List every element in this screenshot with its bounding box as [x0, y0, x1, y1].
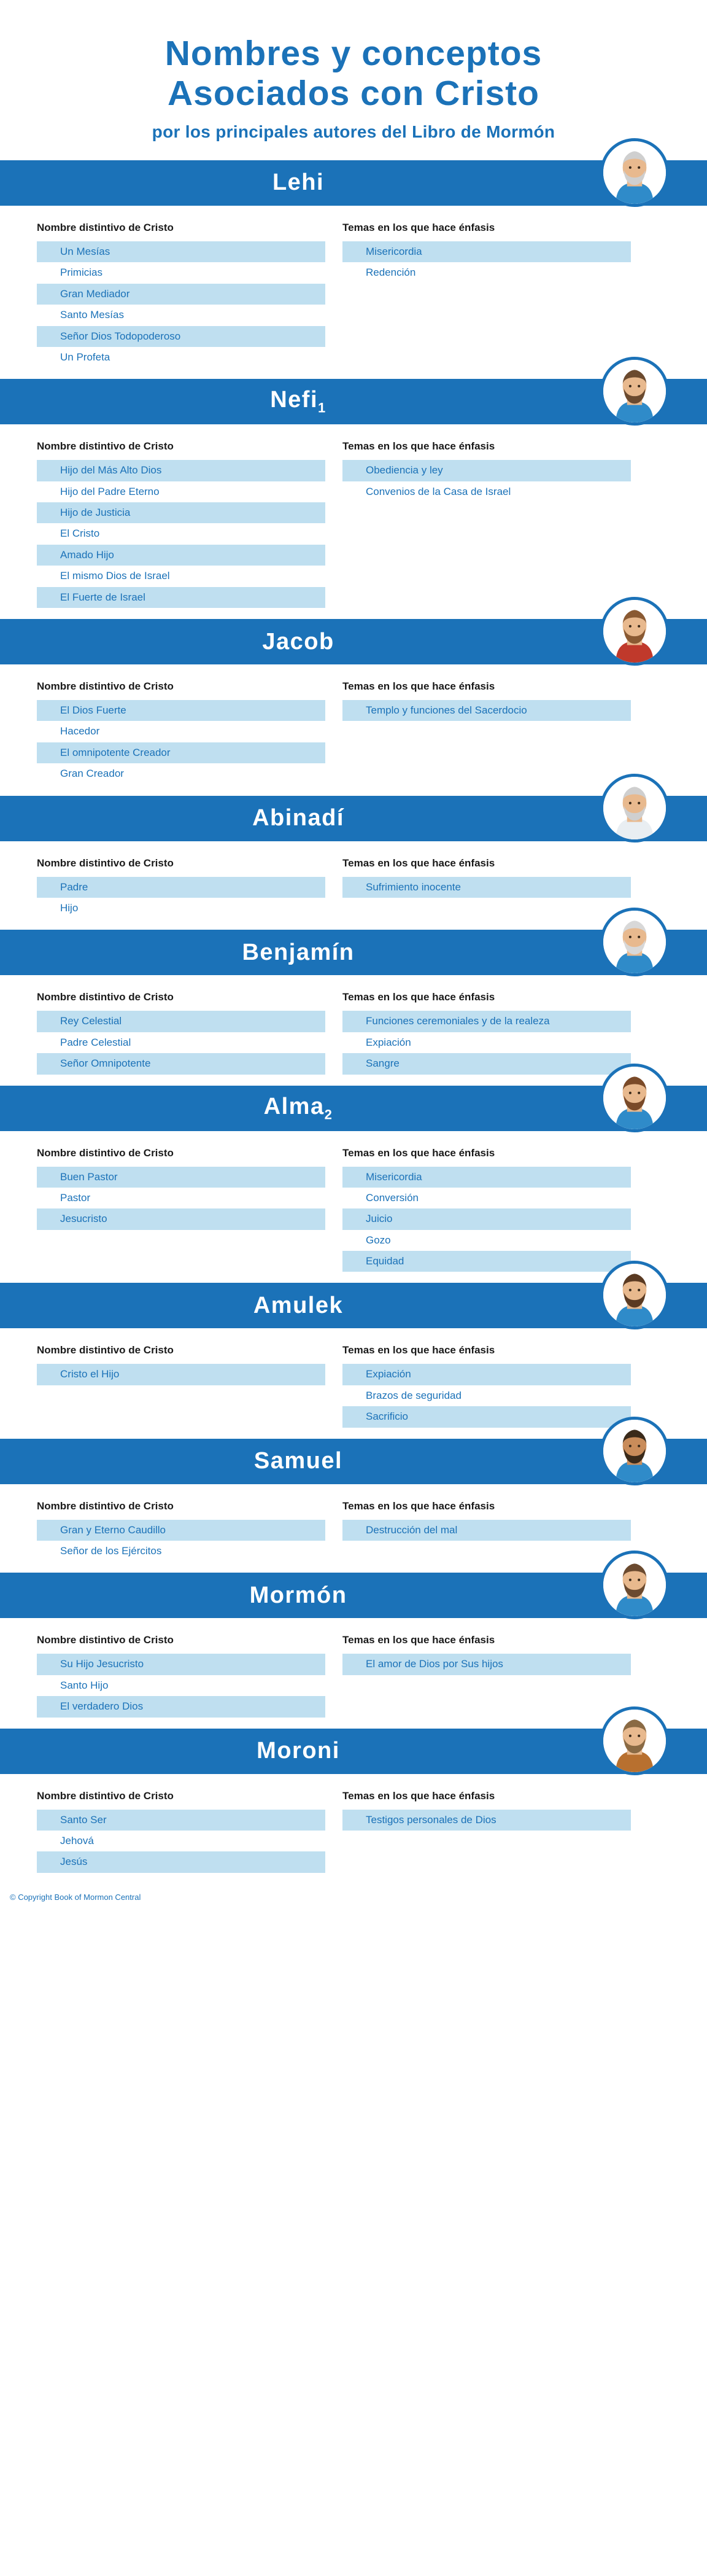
- author-name: Lehi: [272, 169, 325, 196]
- name-item: Jehová: [60, 1835, 94, 1846]
- name-item: El omnipotente Creador: [37, 742, 325, 763]
- name-item: Pastor: [60, 1191, 91, 1204]
- name-item: Hijo del Padre Eterno: [60, 485, 160, 497]
- theme-item: Misericordia: [342, 1167, 631, 1188]
- columns: [0, 1131, 707, 1283]
- author-name-subscript: 2: [324, 1107, 333, 1123]
- themes-column-header: Temas en los que hace énfasis: [342, 1344, 495, 1356]
- themes-column: [342, 1500, 631, 1562]
- theme-item: Gozo: [366, 1234, 391, 1246]
- themes-column: [342, 222, 631, 368]
- themes-column: [342, 991, 631, 1074]
- name-item: Un Profeta: [60, 351, 110, 363]
- author-bar: [0, 1729, 707, 1774]
- names-column-header: Nombre distintivo de Cristo: [37, 857, 174, 869]
- names-column-header: Nombre distintivo de Cristo: [37, 991, 174, 1003]
- name-item: Señor Omnipotente: [37, 1053, 325, 1074]
- name-item: Gran Creador: [60, 768, 124, 780]
- names-column-header: Nombre distintivo de Cristo: [37, 440, 174, 453]
- page-subtitle: por los principales autores del Libro de Mormón: [152, 122, 555, 141]
- columns: [0, 1618, 707, 1728]
- name-item: El Dios Fuerte: [37, 700, 325, 721]
- name-item: Su Hijo Jesucristo: [37, 1654, 325, 1675]
- name-item: Señor Dios Todopoderoso: [37, 326, 325, 347]
- themes-column: [342, 440, 631, 608]
- name-item: Jesucristo: [37, 1208, 325, 1229]
- name-item: Cristo el Hijo: [37, 1364, 325, 1385]
- portrait-lehi: [600, 138, 669, 207]
- columns: [0, 1484, 707, 1573]
- theme-item: Sangre: [342, 1053, 631, 1074]
- theme-item: Expiación: [366, 1036, 411, 1048]
- name-item: Rey Celestial: [37, 1011, 325, 1032]
- name-item: El mismo Dios de Israel: [60, 570, 170, 582]
- themes-column-header: Temas en los que hace énfasis: [342, 1146, 495, 1159]
- author-bar: [0, 1573, 707, 1618]
- themes-column-header: Temas en los que hace énfasis: [342, 857, 495, 869]
- theme-item: Brazos de seguridad: [366, 1389, 462, 1401]
- author-bar: [0, 930, 707, 975]
- columns: [0, 1774, 707, 1884]
- author-section-amulek: [0, 1283, 707, 1438]
- theme-item: Conversión: [366, 1191, 419, 1204]
- author-name: Mormón: [249, 1582, 347, 1608]
- theme-item: Funciones ceremoniales y de la realeza: [342, 1011, 631, 1032]
- name-item: El verdadero Dios: [37, 1696, 325, 1717]
- themes-column: [342, 680, 631, 785]
- themes-column-header: Temas en los que hace énfasis: [342, 680, 495, 693]
- page-header: [0, 0, 707, 160]
- theme-item: Obediencia y ley: [342, 460, 631, 481]
- name-item: Hacedor: [60, 725, 100, 737]
- page-title-line-1: Nombres y conceptos: [164, 34, 543, 73]
- author-bar: [0, 160, 707, 206]
- names-column: [37, 1790, 325, 1873]
- sections-container: [0, 160, 707, 1884]
- author-section-lehi: [0, 160, 707, 379]
- columns: [0, 424, 707, 619]
- author-name: Amulek: [253, 1292, 344, 1318]
- name-item: Amado Hijo: [37, 545, 325, 566]
- author-bar: [0, 619, 707, 664]
- columns: [0, 206, 707, 379]
- name-item: Hijo: [60, 901, 79, 914]
- portrait-moroni: [600, 1706, 669, 1775]
- author-bar: [0, 1283, 707, 1328]
- columns: [0, 975, 707, 1085]
- author-section-mormón: [0, 1573, 707, 1728]
- columns: [0, 664, 707, 796]
- theme-item: Testigos personales de Dios: [342, 1810, 631, 1831]
- themes-column: [342, 1147, 631, 1272]
- author-bar: [0, 1439, 707, 1484]
- columns: [0, 841, 707, 930]
- name-item: Un Mesías: [37, 241, 325, 262]
- portrait-alma: [600, 1064, 669, 1132]
- themes-column: [342, 1344, 631, 1427]
- author-bar: [0, 796, 707, 841]
- portrait-abinadi: [600, 774, 669, 842]
- names-column: [37, 1147, 325, 1272]
- author-name: Samuel: [253, 1448, 343, 1474]
- names-column-header: Nombre distintivo de Cristo: [37, 1344, 174, 1356]
- theme-item: Templo y funciones del Sacerdocio: [342, 700, 631, 721]
- themes-column-header: Temas en los que hace énfasis: [342, 221, 495, 233]
- theme-item: Misericordia: [342, 241, 631, 262]
- author-name: Alma$_2$: [263, 1093, 333, 1123]
- names-column: [37, 857, 325, 919]
- author-section-abinadí: [0, 796, 707, 930]
- name-item: Santo Ser: [37, 1810, 325, 1831]
- copyright-footer: © Copyright Book of Mormon Central: [10, 1892, 141, 1902]
- author-name: Abinadí: [252, 805, 344, 831]
- name-item: El Fuerte de Israel: [37, 587, 325, 608]
- themes-column: [342, 1634, 631, 1717]
- themes-column-header: Temas en los que hace énfasis: [342, 1500, 495, 1512]
- themes-column-header: Temas en los que hace énfasis: [342, 1789, 495, 1802]
- theme-item: El amor de Dios por Sus hijos: [342, 1654, 631, 1675]
- name-item: Gran Mediador: [37, 284, 325, 305]
- portrait-nefi: [600, 357, 669, 426]
- themes-column: [342, 857, 631, 919]
- author-name: Jacob: [262, 628, 334, 655]
- name-item: Padre: [37, 877, 325, 898]
- name-item: Señor de los Ejércitos: [60, 1545, 162, 1557]
- name-item: Hijo de Justicia: [37, 502, 325, 523]
- name-item: Padre Celestial: [60, 1036, 131, 1048]
- names-column: [37, 991, 325, 1074]
- names-column: [37, 1344, 325, 1427]
- portrait-samuel: [600, 1417, 669, 1485]
- name-item: El Cristo: [60, 527, 100, 540]
- names-column-header: Nombre distintivo de Cristo: [37, 1634, 174, 1646]
- portrait-jacob: [600, 597, 669, 666]
- theme-item: Expiación: [342, 1364, 631, 1385]
- author-section-jacob: [0, 619, 707, 796]
- theme-item: Equidad: [342, 1251, 631, 1272]
- theme-item: Destrucción del mal: [342, 1520, 631, 1541]
- names-column-header: Nombre distintivo de Cristo: [37, 221, 174, 233]
- author-name-subscript: 1: [318, 400, 326, 416]
- portrait-benjamin: [600, 908, 669, 976]
- author-section-samuel: [0, 1439, 707, 1573]
- name-item: Gran y Eterno Caudillo: [37, 1520, 325, 1541]
- name-item: Santo Hijo: [60, 1679, 109, 1691]
- themes-column-header: Temas en los que hace énfasis: [342, 1634, 495, 1646]
- page-title-line-2: Asociados con Cristo: [168, 73, 539, 113]
- theme-item: Sacrificio: [342, 1406, 631, 1427]
- themes-column: [342, 1790, 631, 1873]
- author-section-nefi: [0, 379, 707, 619]
- theme-item: Sufrimiento inocente: [342, 877, 631, 898]
- names-column: [37, 680, 325, 785]
- author-section-benjamín: [0, 930, 707, 1085]
- page-title: [0, 34, 707, 114]
- author-bar: [0, 1086, 707, 1131]
- name-item: Hijo del Más Alto Dios: [37, 460, 325, 481]
- name-item: Primicias: [60, 267, 102, 279]
- name-item: Buen Pastor: [37, 1167, 325, 1188]
- author-section-alma: [0, 1086, 707, 1283]
- names-column: [37, 1634, 325, 1717]
- names-column-header: Nombre distintivo de Cristo: [37, 1146, 174, 1159]
- name-item: Jesús: [37, 1851, 325, 1872]
- theme-item: Redención: [366, 267, 416, 279]
- author-name: Nefi$_1$: [270, 387, 326, 416]
- author-section-moroni: [0, 1729, 707, 1884]
- name-item: Santo Mesías: [60, 309, 124, 321]
- names-column-header: Nombre distintivo de Cristo: [37, 1500, 174, 1512]
- names-column-header: Nombre distintivo de Cristo: [37, 1789, 174, 1802]
- columns: [0, 1328, 707, 1438]
- names-column: [37, 1500, 325, 1562]
- portrait-mormon: [600, 1551, 669, 1619]
- themes-column-header: Temas en los que hace énfasis: [342, 991, 495, 1003]
- theme-item: Convenios de la Casa de Israel: [366, 485, 511, 497]
- theme-item: Juicio: [342, 1208, 631, 1229]
- names-column: [37, 222, 325, 368]
- names-column: [37, 440, 325, 608]
- portrait-amulek: [600, 1261, 669, 1329]
- names-column-header: Nombre distintivo de Cristo: [37, 680, 174, 693]
- themes-column-header: Temas en los que hace énfasis: [342, 440, 495, 453]
- author-name: Benjamín: [242, 939, 355, 965]
- author-bar: [0, 379, 707, 424]
- author-name: Moroni: [257, 1738, 340, 1764]
